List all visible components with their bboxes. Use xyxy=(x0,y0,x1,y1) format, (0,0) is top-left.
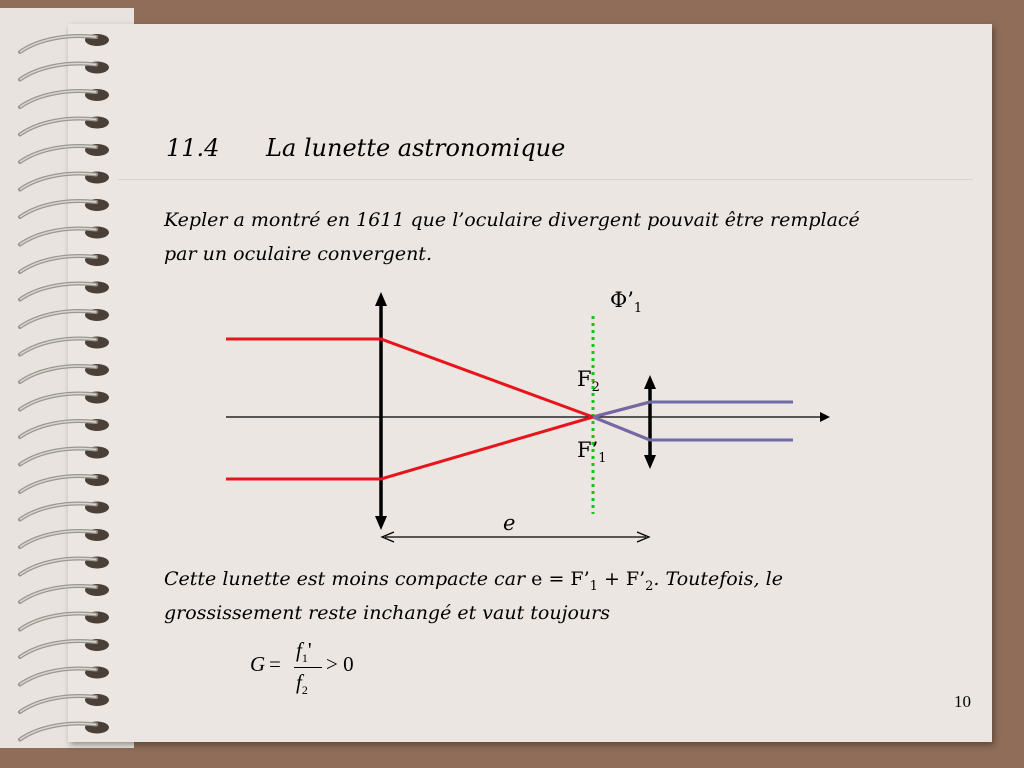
ray-eyepiece-upper xyxy=(593,402,793,417)
formula-fraction-bar xyxy=(294,667,322,668)
formula-equals: = xyxy=(269,652,281,676)
ray-eyepiece-lower xyxy=(593,417,793,440)
page-number: 10 xyxy=(954,692,971,711)
formula-numerator: $f_1'$ xyxy=(296,638,312,666)
objective-lens-bottom-arrow xyxy=(375,516,387,530)
eyepiece-lens-bottom-arrow xyxy=(644,455,656,469)
formula-rhs: > 0 xyxy=(326,652,354,676)
f2-label: $F_2$ xyxy=(577,367,600,396)
magnification-formula xyxy=(250,638,370,698)
formula-g: G xyxy=(250,652,266,676)
section-title: La lunette astronomique xyxy=(266,134,566,162)
f1-prime-label: $F’_1$ xyxy=(577,438,607,467)
intro-line-1: Kepler a montré en 1611 que l’oculaire divergent pouvait être remplacé xyxy=(164,209,860,231)
e-label: e xyxy=(503,511,516,535)
formula-denominator: $f_2$ xyxy=(296,670,308,698)
phi-label: $\Phi’_1$ xyxy=(610,288,643,317)
body-line-1: Cette lunette est moins compacte car $e = F’_1$ + $F’_2$. Toutefois, le xyxy=(164,568,783,594)
objective-lens-top-arrow xyxy=(375,292,387,306)
body-line-2: grossissement reste inchangé et vaut toujours xyxy=(164,602,610,624)
intro-line-2: par un oculaire convergent. xyxy=(164,243,432,265)
eyepiece-lens-top-arrow xyxy=(644,375,656,389)
section-number: 11.4 xyxy=(166,134,220,162)
